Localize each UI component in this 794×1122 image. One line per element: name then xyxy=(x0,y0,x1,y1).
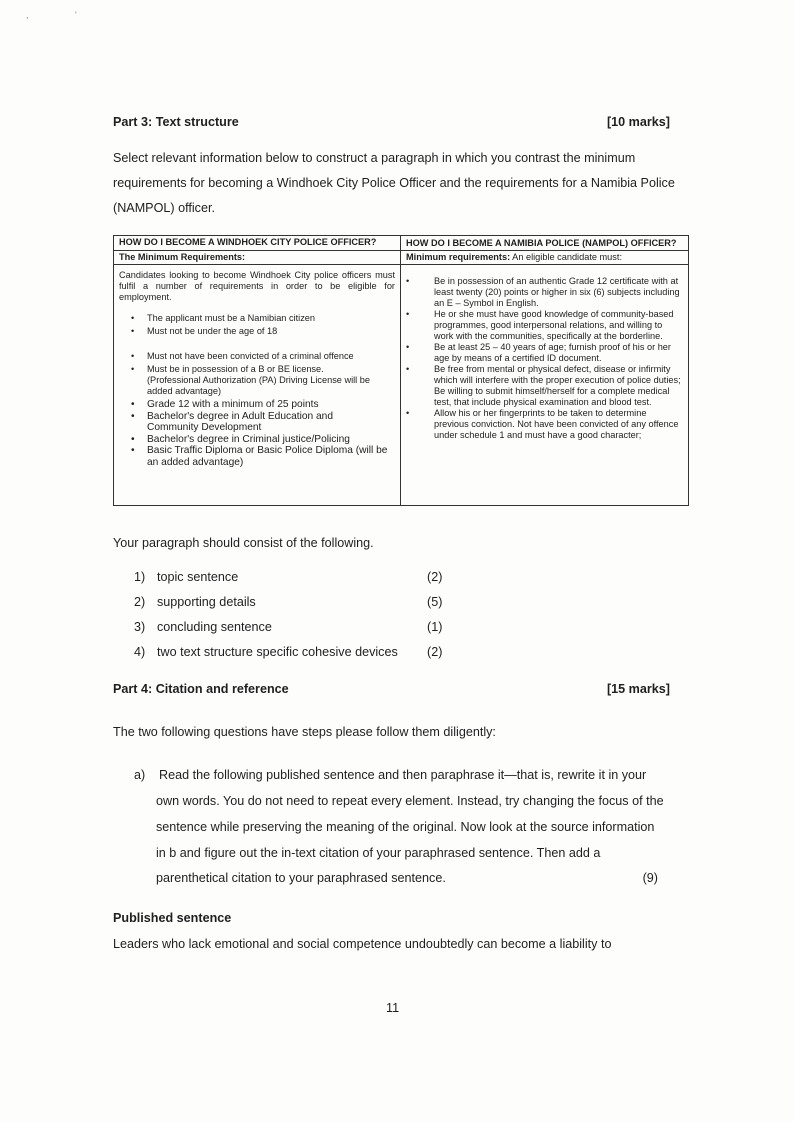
windhoek-intro: Candidates looking to become Windhoek City police officers must fulfil a number of requirements in order to be eligible for employment. xyxy=(119,270,395,302)
windhoek-subheader: The Minimum Requirements: xyxy=(114,251,401,265)
nampol-subheader-rest: An eligible candidate must: xyxy=(510,252,622,262)
page-number: 11 xyxy=(386,1001,400,1015)
scan-marks: , ' xyxy=(26,10,99,20)
question-a-line-3: sentence while preserving the meaning of the original. Now look at the source information xyxy=(156,820,655,834)
criterion-number: 1) xyxy=(134,570,146,584)
part4-intro: The two following questions have steps please follow them diligently: xyxy=(113,725,496,739)
question-a-line-5: parenthetical citation to your paraphrased sentence. xyxy=(156,871,446,885)
part3-instruction-line-3: (NAMPOL) officer. xyxy=(113,201,215,215)
part4-heading: Part 4: Citation and reference xyxy=(113,682,289,696)
criterion-marks: (5) xyxy=(427,595,443,609)
list-item: • He or she must have good knowledge of community-based programmes, good interpersonal relations, and willing to work with the communities, specifically at the borderline. xyxy=(406,309,681,342)
criterion-label: topic sentence xyxy=(157,570,239,584)
list-item: • Be free from mental or physical defect, disease or infirmity which will interfere with the proper execution of police duties; Be willing to submit himself/herself for a complete medical test, that include physical examination and blood test. xyxy=(406,364,681,408)
paragraph-intro: Your paragraph should consist of the following. xyxy=(113,536,374,550)
list-item: • Be in possession of an authentic Grade 12 certificate with at least twenty (20) points or higher in six (6) subjects including an E – Symbol in English. xyxy=(406,276,681,309)
question-a-label: a) xyxy=(134,768,146,782)
part3-marks: [10 marks] xyxy=(606,115,670,129)
windhoek-header: HOW DO I BECOME A WINDHOEK CITY POLICE OFFICER? xyxy=(114,236,401,251)
criterion-marks: (2) xyxy=(427,570,443,584)
list-item: • Must not have been convicted of a criminal offence xyxy=(119,351,395,362)
windhoek-list-c xyxy=(119,399,395,469)
list-item: • Bachelor's degree in Criminal justice/Policing xyxy=(119,434,391,446)
part3-instruction-line-2: requirements for becoming a Windhoek City Police Officer and the requirements for a Namibia Police xyxy=(113,176,675,190)
published-sentence-text: Leaders who lack emotional and social competence undoubtedly can become a liability to xyxy=(113,937,612,951)
list-item: • Must not be under the age of 18 xyxy=(119,326,395,337)
criterion-number: 4) xyxy=(134,645,146,659)
question-a-line-4: in b and figure out the in-text citation of your paraphrased sentence. Then add a xyxy=(156,846,601,860)
list-item: • Must be in possession of a B or BE license. (Professional Authorization (PA) Driving License will be added advantage) xyxy=(119,364,395,397)
windhoek-list-a xyxy=(119,313,395,337)
nampol-subheader xyxy=(401,251,689,265)
criterion-label: concluding sentence xyxy=(157,620,272,634)
list-item: • Bachelor's degree in Adult Education and Community Development xyxy=(119,411,391,434)
list-item: • Allow his or her fingerprints to be taken to determine previous conviction. Not have been convicted of any offence under schedule 1 and must have a good character; xyxy=(406,408,681,441)
nampol-subheader-bold: Minimum requirements: xyxy=(406,252,511,262)
nampol-list xyxy=(406,276,683,441)
list-item: • Grade 12 with a minimum of 25 points xyxy=(119,399,391,411)
nampol-requirements-cell xyxy=(401,265,689,506)
windhoek-list-b xyxy=(119,351,395,397)
criterion-marks: (1) xyxy=(427,620,443,634)
criterion-marks: (2) xyxy=(427,645,443,659)
question-a-line-1: Read the following published sentence and then paraphrase it—that is, rewrite it in your xyxy=(159,768,647,782)
published-sentence-heading: Published sentence xyxy=(113,911,232,925)
part3-heading: Part 3: Text structure xyxy=(113,115,239,129)
criterion-number: 2) xyxy=(134,595,146,609)
criterion-number: 3) xyxy=(134,620,146,634)
question-a-line-2: own words. You do not need to repeat every element. Instead, try changing the focus of the xyxy=(156,794,664,808)
criterion-label: supporting details xyxy=(157,595,256,609)
question-a-marks: (9) xyxy=(642,871,658,885)
requirements-table xyxy=(113,235,689,506)
part3-instruction-line-1: Select relevant information below to construct a paragraph in which you contrast the minimum xyxy=(113,151,636,165)
nampol-header: HOW DO I BECOME A NAMIBIA POLICE (NAMPOL) OFFICER? xyxy=(401,236,689,251)
windhoek-requirements-cell xyxy=(114,265,401,506)
criterion-label: two text structure specific cohesive devices xyxy=(157,645,398,659)
list-item: • Basic Traffic Diploma or Basic Police Diploma (will be an added advantage) xyxy=(119,445,391,468)
list-item: • Be at least 25 – 40 years of age; furnish proof of his or her age by means of a certified ID document. xyxy=(406,342,681,364)
list-item: • The applicant must be a Namibian citizen xyxy=(119,313,395,324)
part4-marks: [15 marks] xyxy=(606,682,670,696)
